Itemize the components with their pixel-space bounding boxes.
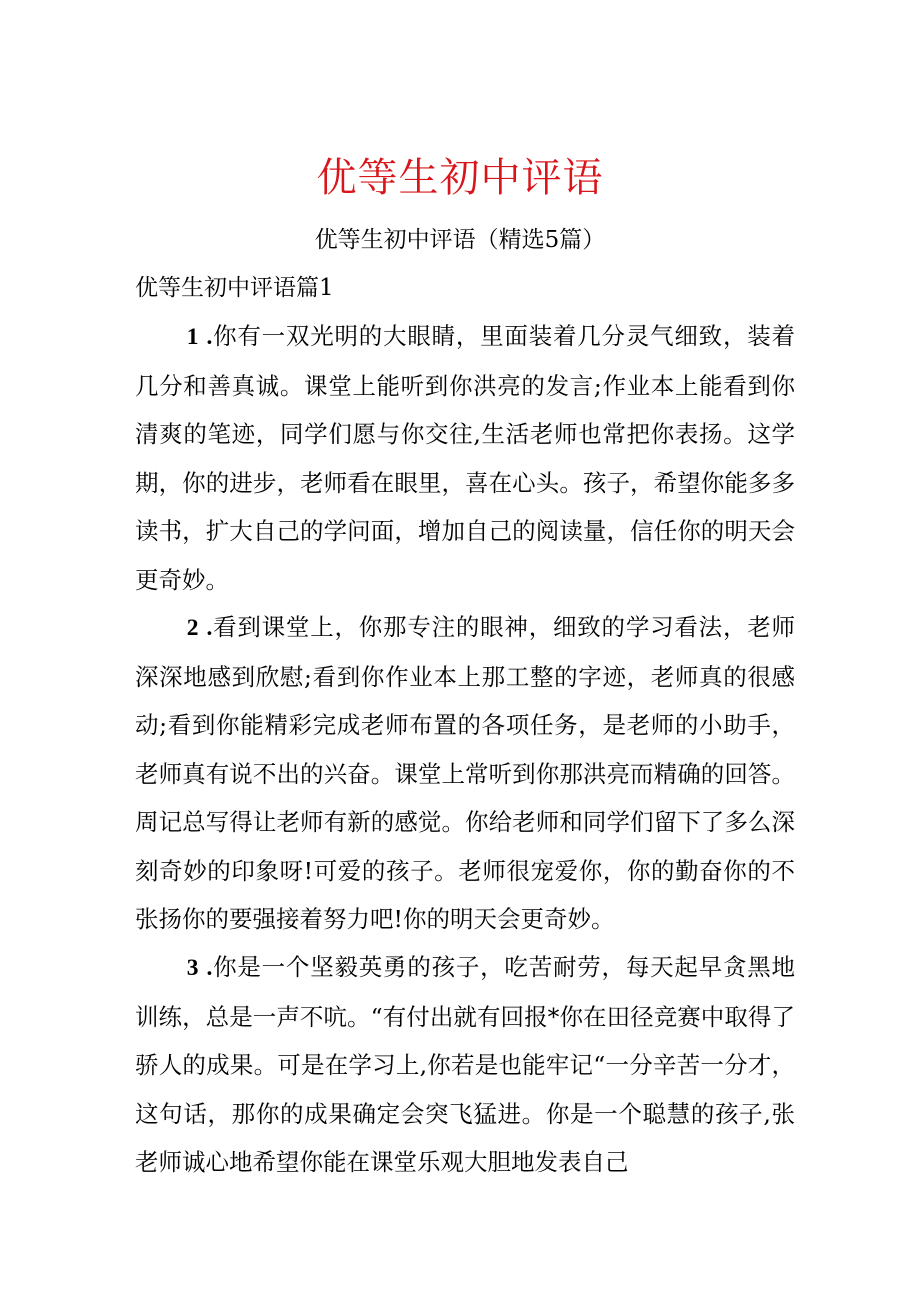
paragraph-text: 你是一个坚毅英勇的孩子，吃苦耐劳，每天起早贪黑地训练，总是一声不吭。“有付出就有回报*你在田径竞赛中取得了骄人的成果。可是在学习上,你若是也能牢记“一分辛苦一分才，这句话，那你的成果确定会突飞猛进。你是一个聪慧的孩子,张老师诚心地希望你能在课堂乐观大胆地发表自己 <box>135 953 795 1176</box>
paragraph-number: 1 <box>186 324 199 350</box>
document-title: 优等生初中评语 <box>316 155 604 201</box>
paragraph-text: 你有一双光明的大眼睛，里面装着几分灵气细致，装着几分和善真诚。课堂上能听到你洪亮的发言;作业本上能看到你清爽的笔迹，同学们愿与你交往,生活老师也常把你表扬。这学期，你的进步，老师看在眼里，喜在心头。孩子，希望你能多多读书，扩大自己的学问面，增加自己的阅读量，信任你的明天会更奇妙。 <box>135 322 795 594</box>
paragraph-number-dot: . <box>206 955 213 981</box>
section-heading: 优等生初中评语篇1 <box>135 275 334 301</box>
comment-paragraph-2 <box>135 603 795 944</box>
paragraph-number-dot: . <box>206 615 213 641</box>
comment-paragraph-3 <box>135 943 795 1187</box>
document-subtitle: 优等生初中评语（精选5篇） <box>314 227 606 253</box>
paragraph-number: 2 <box>186 615 199 641</box>
paragraph-number-dot: . <box>206 324 213 350</box>
comment-paragraph-1 <box>135 312 795 604</box>
paragraph-text: 看到课堂上，你那专注的眼神，细致的学习看法，老师深深地感到欣慰;看到你作业本上那工整的字迹，老师真的很感动;看到你能精彩完成老师布置的各项任务，是老师的小助手，老师真有说不出的兴奋。课堂上常听到你那洪亮而精确的回答。周记总写得让老师有新的感觉。你给老师和同学们留下了多么深刻奇妙的印象呀!可爱的孩子。老师很宠爱你，你的勤奋你的不张扬你的要强接着努力吧!你的明天会更奇妙。 <box>135 613 795 933</box>
paragraph-number: 3 <box>186 955 199 981</box>
